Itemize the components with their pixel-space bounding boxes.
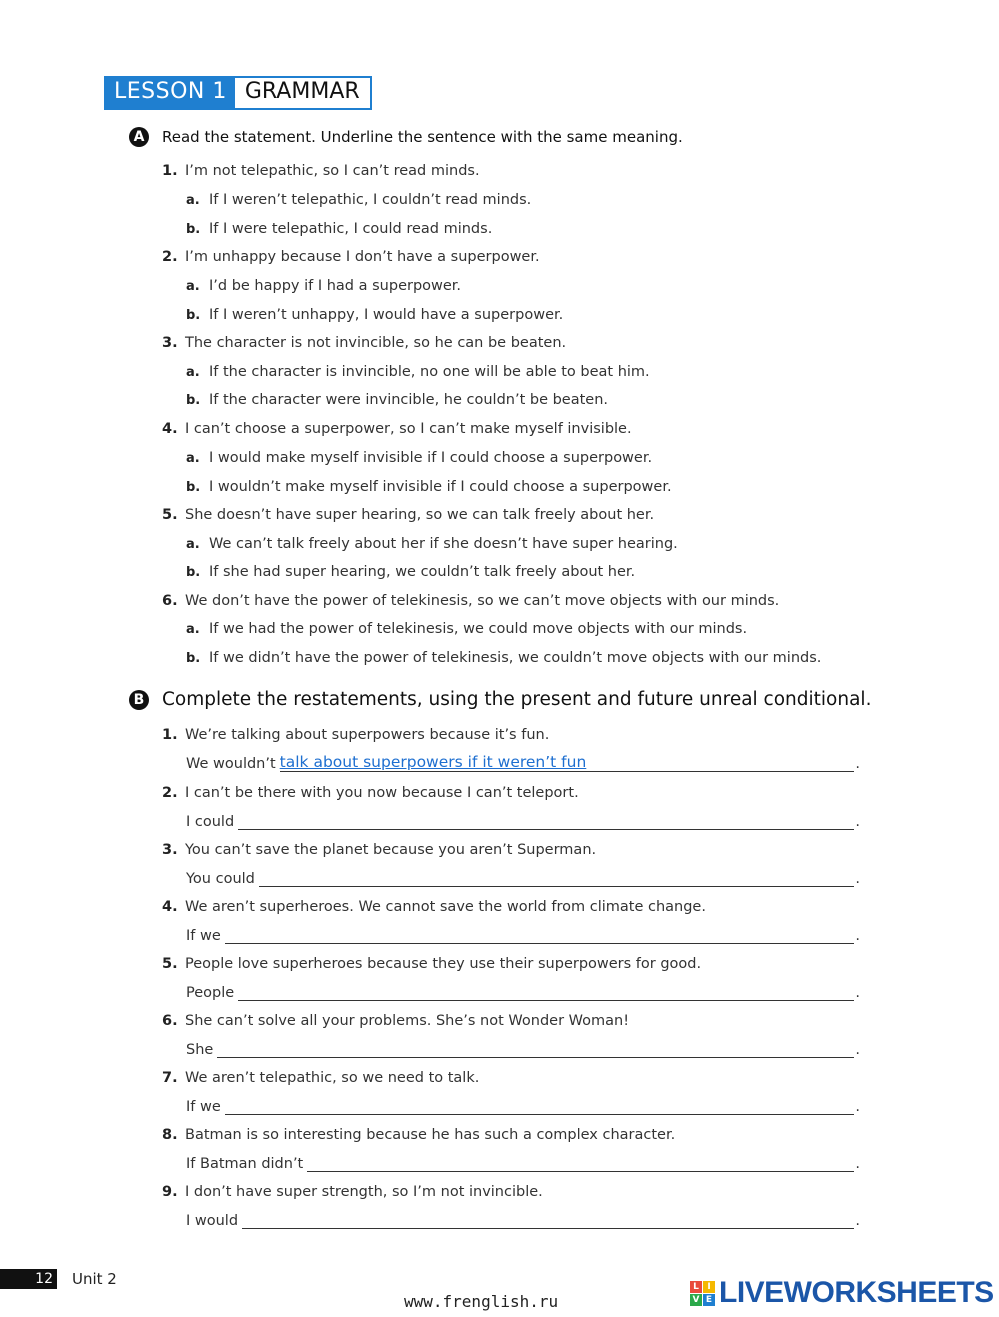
answer-option[interactable]: a. If I weren’t telepathic, I couldn’t read minds. [186, 192, 532, 208]
answer-option[interactable]: b. If the character were invincible, he couldn’t be beaten. [186, 392, 609, 408]
page-number: 12 [0, 1269, 57, 1289]
question-item: 2. I can’t be there with you now because I can’t teleport. [162, 785, 579, 801]
liveworksheets-brand[interactable] [690, 1276, 994, 1310]
website-url: www.frenglish.ru [404, 1292, 559, 1311]
question-item: 5. People love superheroes because they use their superpowers for good. [162, 956, 702, 972]
question-item: 1. I’m not telepathic, so I can’t read minds. [162, 163, 480, 179]
question-item: 6. We don’t have the power of telekinesis, so we can’t move objects with our minds. [162, 593, 780, 609]
answer-blank[interactable] [238, 810, 854, 830]
answer-row: I would . [186, 1209, 860, 1229]
answer-option[interactable]: b. If I were telepathic, I could read minds. [186, 221, 493, 237]
answer-row: If we . [186, 1095, 860, 1115]
question-item: 1. We’re talking about superpowers because it’s fun. [162, 727, 550, 743]
answer-row: People . [186, 981, 860, 1001]
question-item: 7. We aren’t telepathic, so we need to talk. [162, 1070, 480, 1086]
question-item: 8. Batman is so interesting because he has such a complex character. [162, 1127, 676, 1143]
section-a-badge: A [129, 127, 149, 147]
answer-option[interactable]: a. I’d be happy if I had a superpower. [186, 278, 462, 294]
liveworksheets-wordmark: LIVEWORKSHEETS [719, 1276, 994, 1309]
lesson-title: GRAMMAR [235, 78, 370, 108]
section-a-header [129, 127, 683, 147]
question-item: 9. I don’t have super strength, so I’m not invincible. [162, 1184, 543, 1200]
question-item: 3. You can’t save the planet because you aren’t Superman. [162, 842, 597, 858]
answer-blank[interactable] [225, 1095, 855, 1115]
answer-option[interactable]: b. If we didn’t have the power of telekinesis, we couldn’t move objects with our minds. [186, 650, 822, 666]
answer-row: I could . [186, 810, 860, 830]
answer-row: If we . [186, 924, 860, 944]
answer-option[interactable]: b. If she had super hearing, we couldn’t talk freely about her. [186, 564, 636, 580]
answer-option[interactable]: b. If I weren’t unhappy, I would have a superpower. [186, 307, 564, 323]
liveworksheets-logo-icon: L I V E [690, 1281, 715, 1306]
section-b-header [129, 689, 871, 710]
answer-blank[interactable] [225, 924, 855, 944]
answer-blank[interactable] [238, 981, 854, 1001]
answer-option[interactable]: b. I wouldn’t make myself invisible if I could choose a superpower. [186, 479, 672, 495]
answer-row: If Batman didn’t . [186, 1152, 860, 1172]
answer-blank[interactable] [217, 1038, 854, 1058]
section-b-badge: B [129, 690, 149, 710]
unit-label: Unit 2 [72, 1270, 117, 1288]
answer-blank[interactable] [307, 1152, 854, 1172]
answer-row: You could . [186, 867, 860, 887]
question-item: 4. I can’t choose a superpower, so I can’t make myself invisible. [162, 421, 632, 437]
filled-answer: talk about superpowers if it weren’t fun [279, 753, 587, 771]
question-item: 5. She doesn’t have super hearing, so we can talk freely about her. [162, 507, 655, 523]
question-item: 3. The character is not invincible, so he can be beaten. [162, 335, 567, 351]
answer-blank[interactable] [280, 752, 855, 772]
lesson-number: LESSON 1 [106, 78, 235, 108]
section-b-instruction: Complete the restatements, using the present and future unreal conditional. [162, 689, 872, 710]
question-item: 4. We aren’t superheroes. We cannot save the world from climate change. [162, 899, 706, 915]
answer-option[interactable]: a. If we had the power of telekinesis, we could move objects with our minds. [186, 621, 748, 637]
answer-option[interactable]: a. If the character is invincible, no one will be able to beat him. [186, 364, 650, 380]
answer-option[interactable]: a. We can’t talk freely about her if she doesn’t have super hearing. [186, 536, 678, 552]
answer-blank[interactable] [242, 1209, 854, 1229]
answer-row: She . [186, 1038, 860, 1058]
lesson-header [104, 76, 372, 110]
question-item: 2. I’m unhappy because I don’t have a superpower. [162, 249, 540, 265]
answer-option[interactable]: a. I would make myself invisible if I could choose a superpower. [186, 450, 653, 466]
section-a-instruction: Read the statement. Underline the sentence with the same meaning. [162, 128, 683, 146]
answer-row: We wouldn’t talk about superpowers if it weren’t fun . [186, 753, 860, 772]
question-item: 6. She can’t solve all your problems. She’s not Wonder Woman! [162, 1013, 630, 1029]
answer-blank[interactable] [259, 867, 855, 887]
